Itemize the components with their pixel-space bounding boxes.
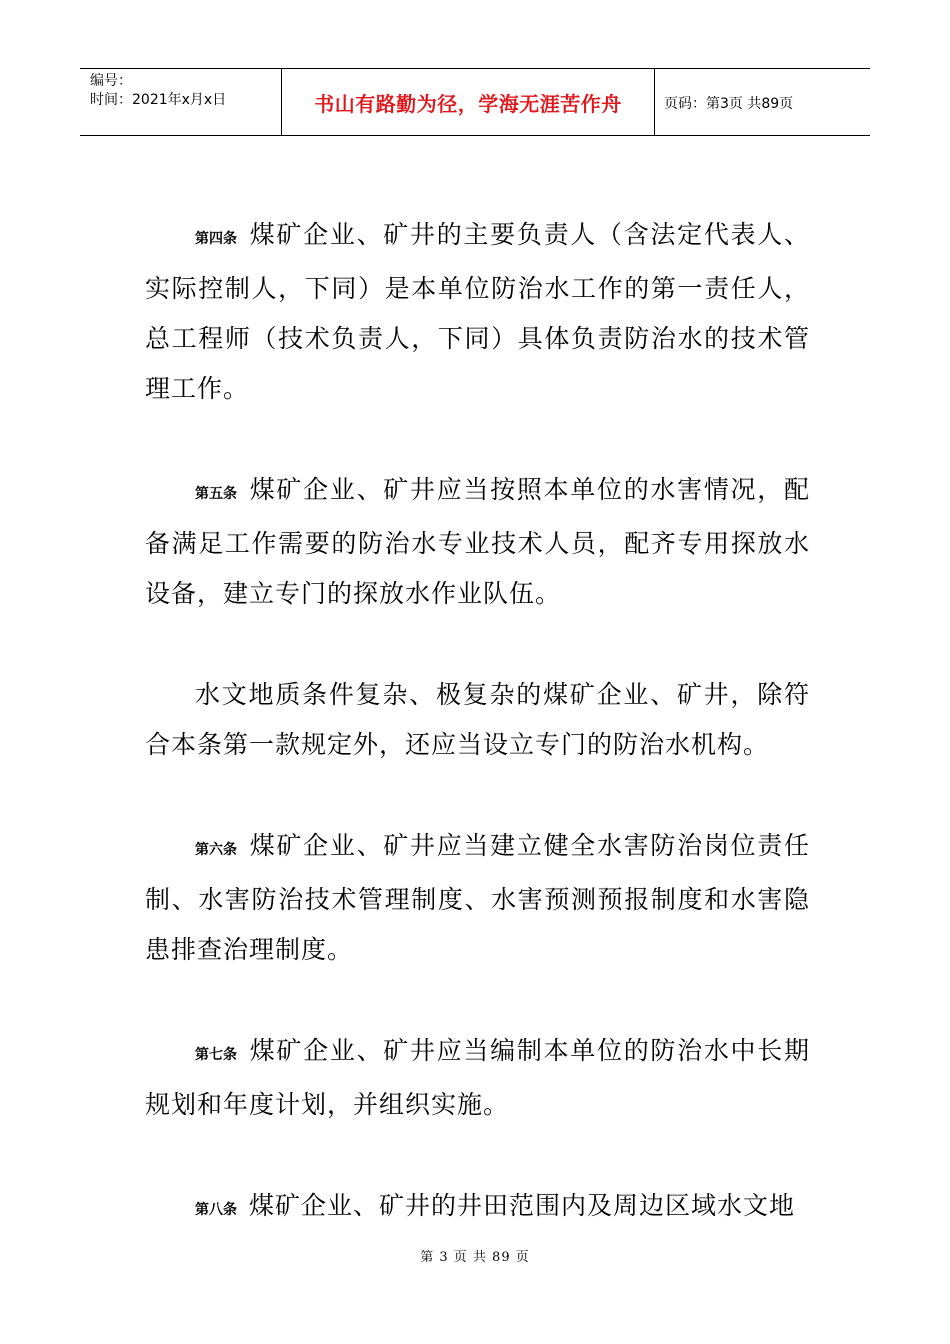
header-motto: 书山有路勤为径，学海无涯苦作舟 — [314, 92, 622, 116]
article-number: 第六条 — [195, 842, 237, 858]
page-footer: 第 3 页 共 89 页 — [420, 1250, 530, 1265]
article-paragraph — [145, 1026, 810, 1130]
article-text: 煤矿企业、矿井的主要负责人（含法定代表人、实际控制人，下同）是本单位防治水工作的第一责任人，总工程师（技术负责人，下同）具体负责防治水的技术管理工作。 — [145, 220, 810, 403]
article-text: 煤矿企业、矿井应当建立健全水害防治岗位责任制、水害防治技术管理制度、水害预测预报制度和水害隐患排查治理制度。 — [145, 831, 810, 964]
article-number: 第八条 — [195, 1202, 237, 1218]
article-paragraph — [145, 465, 810, 619]
article-text: 煤矿企业、矿井应当编制本单位的防治水中长期规划和年度计划，并组织实施。 — [145, 1036, 810, 1119]
article-paragraph — [145, 821, 810, 975]
article-paragraph — [145, 210, 810, 414]
header-divider — [654, 69, 655, 135]
article-number: 第五条 — [195, 486, 237, 502]
article-paragraph — [145, 1181, 810, 1235]
article-number: 第七条 — [195, 1047, 237, 1063]
clause-paragraph — [145, 670, 810, 770]
document-body — [145, 210, 810, 1286]
article-text: 煤矿企业、矿井的井田范围内及周边区域水文地 — [249, 1191, 796, 1220]
page-header — [80, 68, 870, 136]
date-label: 时间：2021年x月x日 — [90, 92, 227, 108]
article-number: 第四条 — [195, 231, 237, 247]
clause-text: 水文地质条件复杂、极复杂的煤矿企业、矿井，除符合本条第一款规定外，还应当设立专门的防治水机构。 — [145, 680, 810, 759]
header-page-info: 页码：第3页 共89页 — [664, 95, 794, 112]
article-text: 煤矿企业、矿井应当按照本单位的水害情况，配备满足工作需要的防治水专业技术人员，配齐专用探放水设备，建立专门的探放水作业队伍。 — [145, 475, 810, 608]
serial-number-label: 编号： — [90, 73, 132, 89]
header-meta — [90, 72, 226, 110]
